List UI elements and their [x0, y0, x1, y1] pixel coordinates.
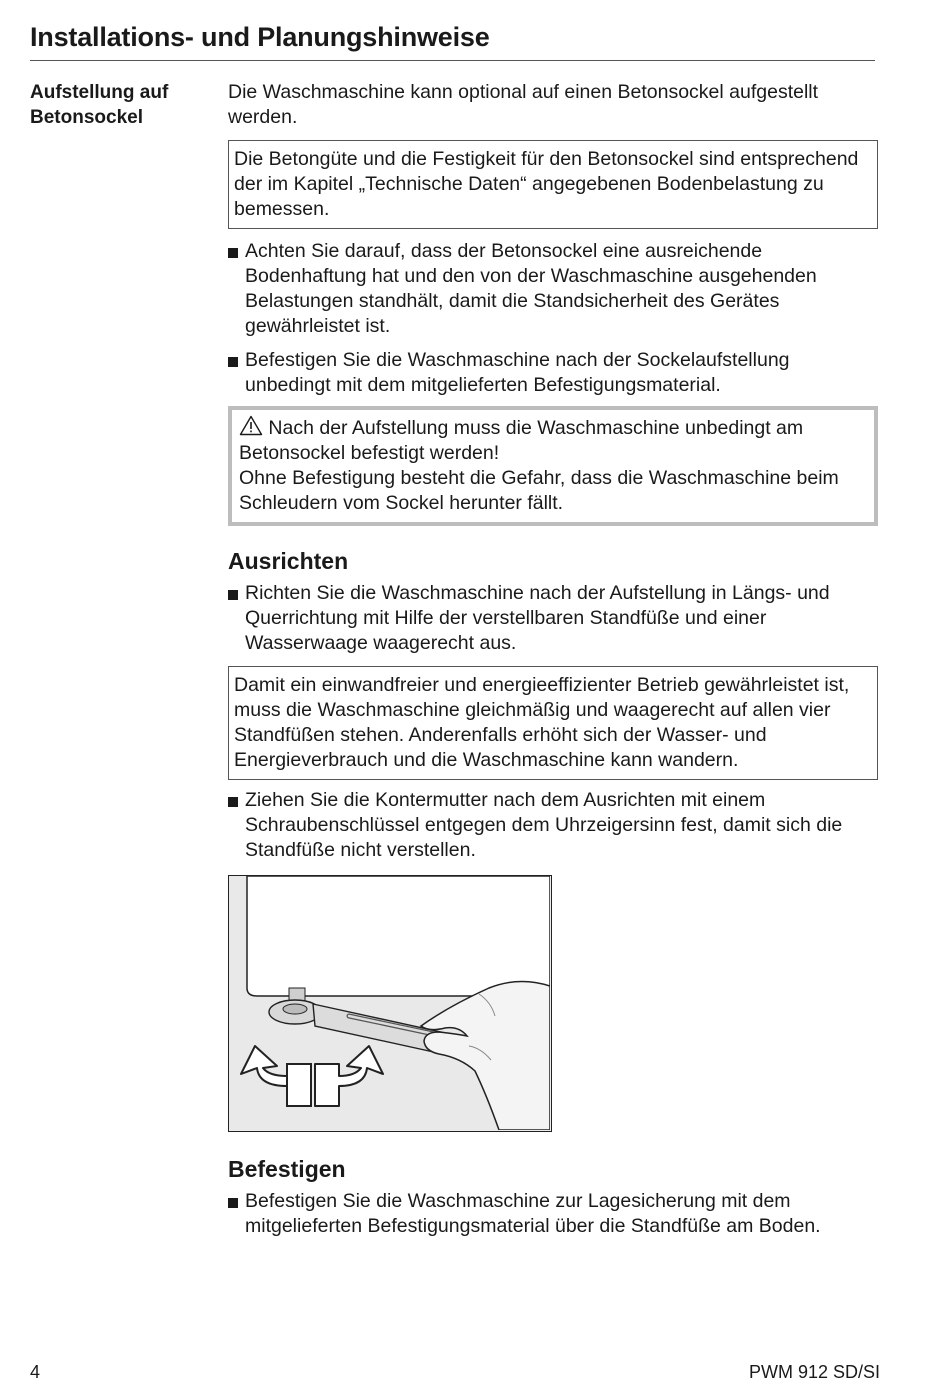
main-content — [228, 80, 878, 1239]
bullet-square-icon — [228, 1198, 238, 1208]
heading-ausrichten: Ausrichten — [228, 548, 349, 574]
bullet-text: Ziehen Sie die Kontermutter nach dem Ausrichten mit einem Schraubenschlüssel entgegen dem Uhrzeigersinn fest, damit sich die Standfüße nicht verstellen. — [245, 789, 843, 861]
title-rule — [30, 60, 875, 61]
intro-paragraph: Die Waschmaschine kann optional auf einen Betonsockel aufgestellt werden. — [228, 81, 819, 128]
page-title: Installations- und Planungshinweise — [30, 22, 490, 52]
bullet-text: Richten Sie die Waschmaschine nach der Aufstellung in Längs- und Querrichtung mit Hilfe der verstellbaren Standfüße und einer Wasserwaage waagerecht aus. — [245, 582, 830, 654]
bullet-square-icon — [228, 590, 238, 600]
bullet-text: Achten Sie darauf, dass der Betonsockel eine ausreichende Bodenhaftung hat und den von der Waschmaschine ausgehenden Belastungen standhält, damit die Standsicherheit des Gerätes gewährleistet ist. — [245, 240, 817, 337]
warning-triangle-icon — [239, 415, 263, 436]
bullet-square-icon — [228, 248, 238, 258]
bullet-text: Befestigen Sie die Waschmaschine nach der Sockelaufstellung unbedingt mit dem mitgelieferten Befestigungsmaterial. — [245, 349, 790, 396]
bullet-text: Befestigen Sie die Waschmaschine zur Lagesicherung mit dem mitgelieferten Befestigungsmaterial über die Standfüße am Boden. — [245, 1190, 821, 1237]
side-heading-line1: Aufstellung auf — [30, 82, 169, 103]
wrench-illustration — [228, 875, 552, 1132]
side-heading-line2: Betonsockel — [30, 107, 143, 128]
warning-text-2: Ohne Befestigung besteht die Gefahr, dass die Waschmaschine beim Schleudern vom Sockel herunter fällt. — [239, 467, 839, 514]
heading-befestigen: Befestigen — [228, 1156, 346, 1182]
list-item — [228, 239, 878, 339]
bullet-square-icon — [228, 357, 238, 367]
leveling-note-box: Damit ein einwandfreier und energieeffizienter Betrieb gewährleistet ist, muss die Waschmaschine gleichmäßig und waagerecht auf allen vier Standfüßen stehen. Anderenfalls erhöht sich der Wasser- und Energieverbrauch und die Waschmaschine kann wandern. — [228, 666, 878, 780]
wrench-foot-illustration — [229, 876, 550, 1130]
model-number: PWM 912 SD/SI — [748, 1362, 880, 1382]
list-item — [228, 1189, 878, 1239]
warning-text-1: Nach der Aufstellung muss die Waschmaschine unbedingt am Betonsockel befestigt werden! — [239, 417, 804, 464]
page-number: 4 — [30, 1362, 41, 1382]
side-heading — [30, 80, 210, 130]
warning-box — [228, 406, 878, 526]
list-item — [228, 348, 878, 398]
list-item — [228, 581, 878, 656]
list-item — [228, 788, 878, 863]
bullet-square-icon — [228, 797, 238, 807]
concrete-note-box: Die Betongüte und die Festigkeit für den Betonsockel sind entsprechend der im Kapitel „Technische Daten“ angegebenen Bodenbelastung zu bemessen. — [228, 140, 878, 229]
